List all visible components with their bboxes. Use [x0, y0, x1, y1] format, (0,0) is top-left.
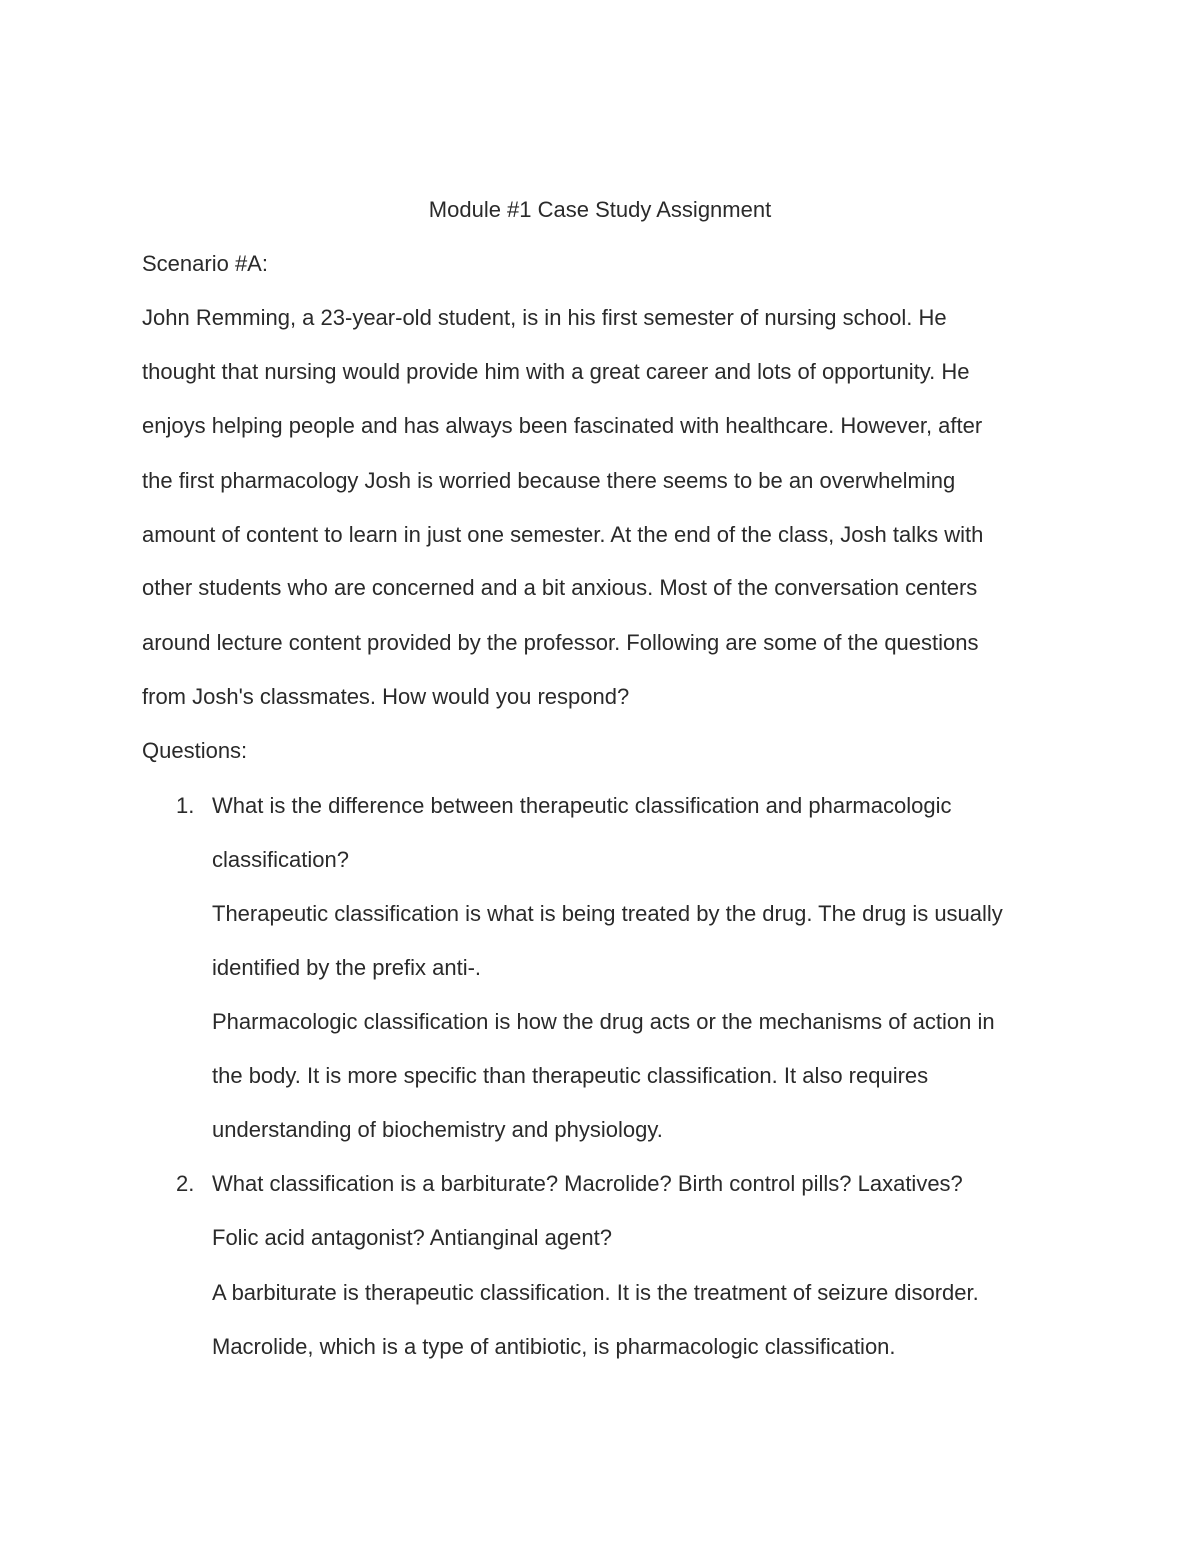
paragraph-line: from Josh's classmates. How would you respond?	[142, 684, 630, 709]
answer-line: Pharmacologic classification is how the drug acts or the mechanisms of action in	[212, 1009, 995, 1034]
scenario-label: Scenario #A:	[142, 251, 268, 276]
answer-line: A barbiturate is therapeutic classification. It is the treatment of seizure disorder.	[212, 1280, 979, 1305]
question-line: Folic acid antagonist? Antianginal agent?	[212, 1225, 612, 1250]
answer-line: Macrolide, which is a type of antibiotic, is pharmacologic classification.	[212, 1334, 896, 1359]
question-line: What is the difference between therapeutic classification and pharmacologic	[212, 793, 952, 818]
paragraph-line: enjoys helping people and has always been fascinated with healthcare. However, after	[142, 413, 983, 438]
paragraph-line: other students who are concerned and a bit anxious. Most of the conversation centers	[142, 575, 978, 600]
answer-line: Therapeutic classification is what is being treated by the drug. The drug is usually	[212, 901, 1003, 926]
paragraph-line: thought that nursing would provide him with a great career and lots of opportunity. He	[142, 359, 970, 384]
paragraph-line: around lecture content provided by the professor. Following are some of the questions	[142, 630, 979, 655]
answer-line: understanding of biochemistry and physiology.	[212, 1117, 663, 1142]
question-line: What classification is a barbiturate? Macrolide? Birth control pills? Laxatives?	[212, 1171, 963, 1196]
answer-line: identified by the prefix anti-.	[212, 955, 482, 980]
question-number: 1.	[176, 793, 195, 818]
document-title: Module #1 Case Study Assignment	[428, 197, 772, 222]
paragraph-line: John Remming, a 23-year-old student, is in his first semester of nursing school. He	[142, 305, 947, 330]
question-line: classification?	[212, 847, 349, 872]
paragraph-line: the first pharmacology Josh is worried because there seems to be an overwhelming	[142, 468, 956, 493]
questions-label: Questions:	[142, 738, 248, 763]
question-number: 2.	[176, 1171, 195, 1196]
answer-line: the body. It is more specific than therapeutic classification. It also requires	[212, 1063, 929, 1088]
paragraph-line: amount of content to learn in just one semester. At the end of the class, Josh talks with	[142, 522, 984, 547]
